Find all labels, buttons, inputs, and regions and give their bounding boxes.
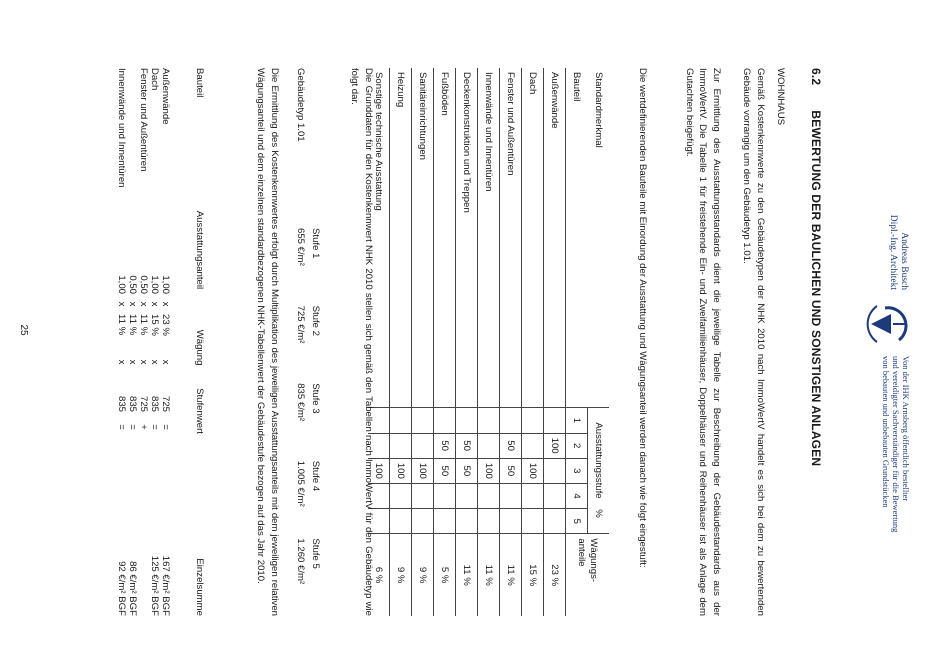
bauteil-label: Heizung: [390, 68, 412, 408]
standards-rows: [368, 68, 566, 616]
bauteil-label: Fenster und Außentüren: [500, 68, 522, 408]
stufe-cell: 50: [500, 433, 522, 458]
calc-stufenwert: 725: [138, 395, 149, 412]
stufe-cell: [456, 408, 478, 433]
calc-label: Fenster und Außentüren: [138, 68, 149, 172]
calc-row: [149, 68, 160, 616]
tagline-line-3: von bebauten und unbebauten Grundstücken: [881, 356, 891, 508]
calc-operator: x: [127, 359, 138, 365]
bauteil-label: Fußböden: [434, 68, 456, 408]
stufe-cell: [456, 509, 478, 534]
table-row: [412, 68, 434, 616]
bauteil-label: Sonstige technische Ausstattung: [368, 68, 390, 408]
weight-cell: 15 %: [522, 534, 544, 616]
stufe-value: 1.260 €/m²: [295, 538, 306, 585]
stufe-cell: 100: [522, 458, 544, 483]
author-title: Dipl.-Ing. Architekt: [888, 214, 899, 290]
weight-cell: 11 %: [500, 534, 522, 616]
stufe-header: 2: [566, 433, 588, 458]
calc-operator: x: [138, 359, 149, 365]
stufe-cell: [478, 433, 500, 458]
stufe-cell: [412, 483, 434, 508]
stufe-cell: [544, 509, 566, 534]
stufe-cell: 50: [456, 433, 478, 458]
calc-row: [160, 68, 171, 616]
calc-equals: =: [116, 424, 127, 430]
stufe-cell: 50: [456, 458, 478, 483]
stufe-label: Stufe 2: [310, 305, 321, 336]
stufe-header: 5: [566, 509, 588, 534]
section-title: BEWERTUNG DER BAULICHEN UND SONSTIGEN ANLAGEN: [809, 110, 823, 467]
stufe-cell: [544, 483, 566, 508]
stufe-cell: [434, 509, 456, 534]
stufe-cell: [478, 483, 500, 508]
calc-operator: x: [138, 301, 149, 307]
bauteil-label: Innenwände und Innentüren: [478, 68, 500, 408]
calc-operator: x: [116, 359, 127, 365]
weight-cell: 23 %: [544, 534, 566, 616]
calc-operator: x: [149, 301, 160, 307]
stufe-label: Stufe 1: [310, 228, 321, 259]
stufe-cell: [544, 458, 566, 483]
tagline-line-2: und vereidigter Sachverständiger für die Bewertung: [891, 356, 901, 533]
stufe-header: 1: [566, 408, 588, 433]
calc-anteil: 1,00: [149, 275, 160, 294]
stufe-cell: 50: [434, 433, 456, 458]
calc-header-waegung: Wägung: [194, 329, 205, 366]
table-row: [522, 68, 544, 616]
standards-table: [368, 68, 609, 616]
calc-header: [194, 68, 205, 616]
table-row: [544, 68, 566, 616]
weight-cell: 5 %: [434, 534, 456, 616]
stufe-value: 725 €/m²: [295, 305, 306, 344]
calc-operator: x: [160, 301, 171, 307]
bauteil-label: Deckenkonstruktion und Treppen: [456, 68, 478, 408]
calc-waegung: 11 %: [127, 314, 138, 336]
calc-einzelsumme: 92 €/m² BGF: [116, 561, 127, 616]
calc-waegung: 11 %: [116, 314, 127, 336]
stufe-cell: [478, 408, 500, 433]
stufe-cell: [500, 483, 522, 508]
stufe-cell: [544, 408, 566, 433]
header-ausstattungsstufe: Ausstattungsstufe %: [588, 408, 610, 534]
paragraph-gebaeudetyp: Gemäß Kostenkennwerte zu den Gebäudetypen der NHK 2010 nach ImmoWertV handelt es sich bei dem zu bewertenden Gebäude vorrangig um den Gebäudetyp 1.01.: [741, 68, 766, 616]
weight-cell: 11 %: [478, 534, 500, 616]
calc-label: Dach: [149, 68, 160, 91]
stufe-cell: 100: [390, 458, 412, 483]
calc-stufenwert: 835: [149, 395, 160, 412]
calc-rows: [116, 68, 171, 616]
stufe-value: 1.005 €/m²: [295, 460, 306, 507]
calc-operator: x: [160, 359, 171, 365]
paragraph-einstufung: Die wertdefinierenden Bauteile mit Einordung der Ausstattung und Wägungsanteil werden danach wie folgt eingestuft:: [637, 68, 648, 568]
header-standardmerkmal: Standardmerkmal: [592, 72, 604, 148]
stufe-cell: 100: [478, 458, 500, 483]
calc-anteil: 1,00: [160, 275, 171, 294]
header-waegungsanteile: Wägungs- anteile: [566, 534, 610, 616]
calc-row: [138, 68, 149, 616]
weight-cell: 6 %: [368, 534, 390, 616]
weight-cell: 9 %: [412, 534, 434, 616]
calc-row: [116, 68, 127, 616]
stufe-header: 4: [566, 483, 588, 508]
stufe-cell: 100: [368, 458, 390, 483]
expert-seal-icon: [863, 300, 915, 348]
calc-operator: x: [127, 301, 138, 307]
calc-stufenwert: 835: [127, 395, 138, 412]
section-heading: [809, 68, 823, 628]
stufe-cell: [390, 483, 412, 508]
stufe-cell: [522, 433, 544, 458]
stufe-cell: [412, 509, 434, 534]
section-number: 6.2: [809, 68, 823, 86]
calc-header-anteil: Ausstattungsanteil: [194, 210, 205, 290]
stufen-table: [293, 68, 323, 616]
stufe-cell: 100: [544, 433, 566, 458]
calc-einzelsumme: 125 €/m² BGF: [149, 555, 160, 616]
calc-stufenwert: 725: [160, 395, 171, 412]
table-row: [500, 68, 522, 616]
calc-equals: =: [127, 424, 138, 430]
calc-label: Innenwände und Innentüren: [116, 68, 127, 188]
calc-einzelsumme: [138, 442, 149, 616]
stufe-cell: [456, 483, 478, 508]
author-name: Andreas Busch: [899, 232, 909, 290]
calc-equals: =: [149, 424, 160, 430]
stufe-label: Stufe 3: [310, 383, 321, 414]
calc-waegung: 23 %: [160, 314, 171, 336]
table-row: [478, 68, 500, 616]
stufe-cell: [434, 483, 456, 508]
calc-waegung: 11 %: [138, 314, 149, 336]
stufe-label: Stufe 5: [310, 538, 321, 569]
weight-cell: 9 %: [390, 534, 412, 616]
calc-operator: x: [149, 359, 160, 365]
stufe-cell: [390, 408, 412, 433]
stufe-cell: [434, 408, 456, 433]
stufe-cell: 50: [434, 458, 456, 483]
bauteil-label: Sanitäreinrichtungen: [412, 68, 434, 408]
stufe-header: 3: [566, 458, 588, 483]
stufe-cell: 50: [500, 458, 522, 483]
calc-einzelsumme: 167 €/m² BGF: [160, 555, 171, 616]
header-bauteil: Bauteil: [571, 72, 583, 102]
stufe-cell: [412, 433, 434, 458]
stufe-cell: [390, 509, 412, 534]
subsection-title: WOHNHAUS: [775, 68, 786, 126]
calc-label: Außenwände: [160, 68, 171, 125]
stufe-cell: [522, 509, 544, 534]
calc-equals: =: [160, 424, 171, 430]
calc-waegung: 15 %: [149, 314, 160, 336]
bauteil-label: Dach: [522, 68, 544, 408]
table-row: [390, 68, 412, 616]
stufen-header-row: [308, 68, 323, 616]
stufe-label: Stufe 4: [310, 460, 321, 492]
calc-anteil: 0,50: [138, 275, 149, 294]
table-row: [456, 68, 478, 616]
calc-stufenwert: 835: [116, 395, 127, 412]
bauteil-label: Außenwände: [544, 68, 566, 408]
table-row: [434, 68, 456, 616]
calc-anteil: 1,00: [116, 275, 127, 294]
paragraph-kostenkennwert: Die Ermittlung des Kostenkennwertes erfolgt durch Multiplikation des jeweiligen Ausstattungsanteils mit dem jeweiligen relativen Wägungsanteil und dem einzelnen standardbezogenen NHK-Tabellenwert der Gebäudestufe bezogen auf das Jahr 2010.: [255, 68, 280, 616]
calc-header-einzelsumme: Einzelsumme: [194, 558, 205, 616]
stufe-cell: [522, 483, 544, 508]
author-block: [888, 150, 909, 290]
page-number: 25: [18, 324, 29, 336]
weight-cell: 11 %: [456, 534, 478, 616]
paragraph-ausstattung: Zur Ermittlung des Ausstattungsstandards dient die jeweilige Tabelle zur Beschreibung der Gebäudestandards aus der ImmoWertV. Die Tabelle 1 für freistehende Ein- und Zweifamilienhäuser, Doppelhäuser und Reihenhäuser ist als Anlage dem Gutachten beigefügt.: [683, 68, 722, 616]
calc-equals: +: [138, 424, 149, 430]
letterhead: [855, 150, 915, 610]
stufe-cell: [412, 408, 434, 433]
gebaeudetyp-label: Gebäudetyp 1.01: [295, 68, 306, 142]
stufe-cell: [500, 408, 522, 433]
stufe-cell: [522, 408, 544, 433]
stufe-cell: 100: [412, 458, 434, 483]
paragraph-grunddaten: Die Grunddaten für den Kostenkennwert NHK 2010 stellen sich gemäß den Tabellen nach ImmoWertV für den Gebäudetyp wie folgt dar.: [349, 68, 374, 616]
stufe-cell: [478, 509, 500, 534]
stufe-cell: [500, 509, 522, 534]
calc-row: [127, 68, 138, 616]
calc-anteil: 0,50: [127, 275, 138, 294]
tagline: [881, 356, 911, 606]
calc-header-stufenwert: Stufenwert: [194, 388, 205, 434]
calc-header-bauteil: Bauteil: [194, 68, 205, 98]
stufe-value: 655 €/m²: [295, 228, 306, 266]
calc-label: [127, 68, 138, 204]
calc-operator: x: [116, 301, 127, 307]
stufe-value: 835 €/m²: [295, 383, 306, 422]
stufe-cell: [390, 433, 412, 458]
calc-einzelsumme: 86 €/m² BGF: [127, 561, 138, 616]
tagline-line-1: Von der IHK Arnsberg öffentlich bestellter: [901, 356, 911, 502]
stufen-value-row: [293, 68, 308, 616]
